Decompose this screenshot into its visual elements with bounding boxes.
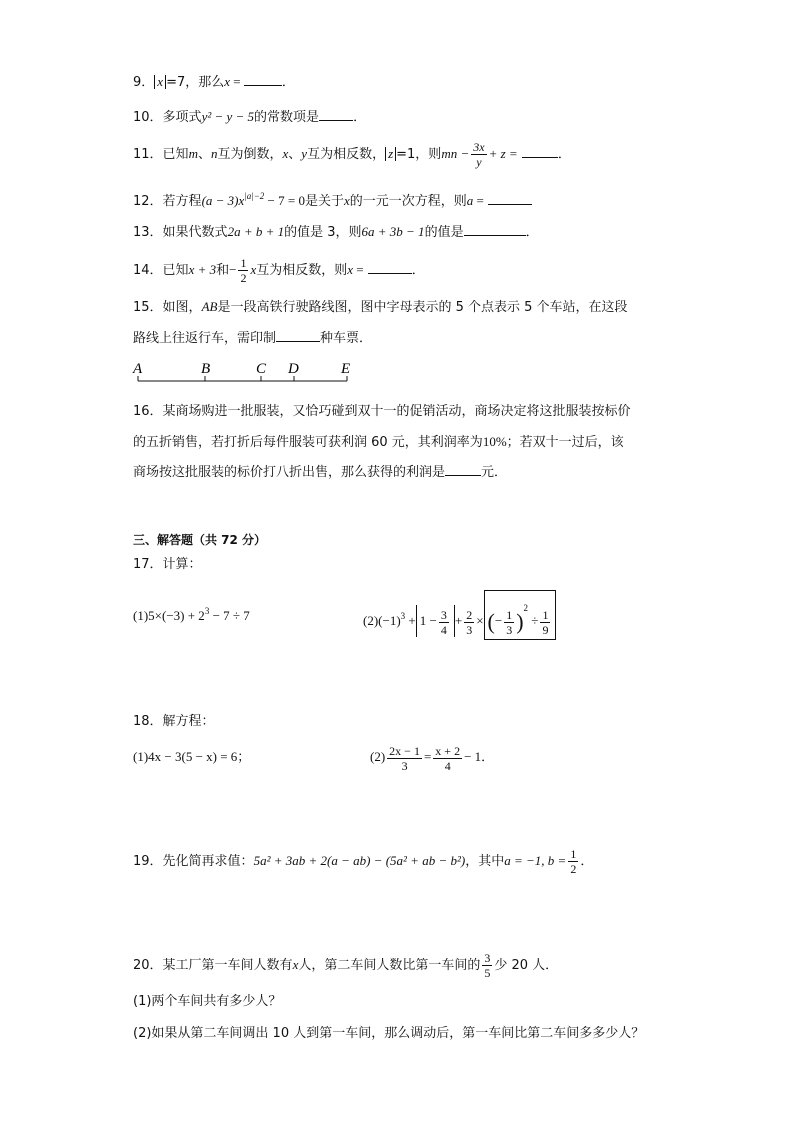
fraction: $\frac{3}{5}$ [484, 951, 491, 980]
question-19: 19．先化简再求值：5a² + 3ab + 2(a − ab) − (5a² + ab − b²)，其中a = −1, b = $\frac{1}{2}$ ． [133, 847, 594, 876]
fraction: $\frac{2x - 1}{3}$ [389, 743, 420, 773]
absolute-value: 1 − $\frac{3}{4}$ [416, 605, 455, 637]
question-15-line-1: 15．如图，AB是一段高铁行驶路线图，图中字母表示的 5 个点表示 5 个车站，在这段 [133, 299, 628, 315]
station-label-d: D [288, 361, 299, 377]
answer-blank[interactable] [368, 261, 412, 274]
fraction: $\frac{x + 2}{4}$ [435, 743, 461, 773]
question-17-part-1: $(1)5\times(-3) + 2^3 - 7 \div 7$ [133, 606, 250, 623]
expression: 5a² + 3ab + 2(a − ab) − (5a² + ab − b²) [253, 853, 466, 868]
question-18-title: 18．解方程： [133, 714, 215, 729]
station-label-e: E [341, 361, 351, 377]
railway-line-diagram [130, 357, 360, 387]
question-16-line-3: 商场按这批服装的标价打八折出售，那么获得的利润是 元． [133, 465, 508, 480]
answer-blank[interactable] [276, 329, 320, 342]
absolute-value: z [385, 147, 396, 161]
question-17-part-2: $(2)(-1)^3 + 1$ − $\frac{3}{4}$ + $\frac{2}{3}$ × (− $\frac{1}{3}$ )$^2$ ÷ $\frac{1}{9}$ [363, 590, 556, 642]
question-15-line-2: 路线上往返行车，需印制 种车票． [133, 331, 373, 346]
question-20: 20．某工厂第一车间人数有x人，第二车间人数比第一车间的 $\frac{3}{5}$ 少 20 人． [133, 951, 559, 980]
question-20-sub-2: (2)如果从第二车间调出 10 人到第一车间，那么调动后，第一车间比第二车间多多少人？ [133, 1026, 645, 1041]
square-bracket: (− $\frac{1}{3}$ )$^2$ ÷ $\frac{1}{9}$ [484, 590, 557, 640]
answer-blank[interactable] [488, 192, 532, 205]
question-number: 9． [133, 75, 155, 90]
absolute-value: x [154, 75, 166, 89]
fraction: $\frac{1}{2}$ [240, 256, 247, 285]
fraction: $\frac{1}{2}$ [570, 847, 577, 876]
question-11: 11．已知m、n互为倒数，x、y互为相反数， z =1，则mn − $\frac{3x}{y}$ + z = ． [133, 140, 571, 169]
question-16-line-1: 16．某商场购进一批服装，又恰巧碰到双十一的促销活动，商场决定将这批服装按标价 [133, 404, 631, 419]
fraction: $\frac{3x}{y}$ [473, 140, 485, 169]
question-9: 9． x =7，那么x = ． [133, 74, 295, 90]
question-10: 10．多项式y² − y − 5的常数项是 ． [133, 109, 367, 125]
question-18-part-1: (1)4x − 3(5 − x) = 6； [133, 749, 251, 764]
question-14: 14．已知x + 3和− $\frac{1}{2}$ x互为相反数，则x = ． [133, 256, 425, 285]
answer-blank[interactable] [522, 145, 558, 158]
question-17-title: 17．计算： [133, 557, 202, 572]
answer-blank[interactable] [464, 223, 526, 236]
question-12: 12．若方程$(a - 3)x^{|a|-2} - 7 = 0$是关于x的一元一次方程，则a = [133, 187, 532, 211]
section-heading: 三、解答题（共 72 分） [133, 533, 267, 547]
question-18-part-2: (2) $\frac{2x - 1}{3}$ = $\frac{x + 2}{4}$ − 1． [370, 743, 495, 773]
question-13: 13．如果代数式2a + b + 1的值是 3，则6a + 3b − 1的值是 ． [133, 224, 539, 240]
polynomial: y² − y − 5 [201, 109, 255, 124]
station-label-b: B [201, 361, 211, 377]
answer-blank[interactable] [445, 463, 481, 476]
question-16-line-2: 的五折销售，若打折后每件服装可获利润 60 元，其利润率为10%；若双十一过后，该 [133, 434, 624, 450]
question-20-sub-1: (1)两个车间共有多少人？ [133, 994, 282, 1009]
station-label-a: A [133, 361, 143, 377]
answer-blank[interactable] [319, 108, 353, 121]
station-label-c: C [256, 361, 267, 377]
answer-blank[interactable] [244, 73, 282, 86]
